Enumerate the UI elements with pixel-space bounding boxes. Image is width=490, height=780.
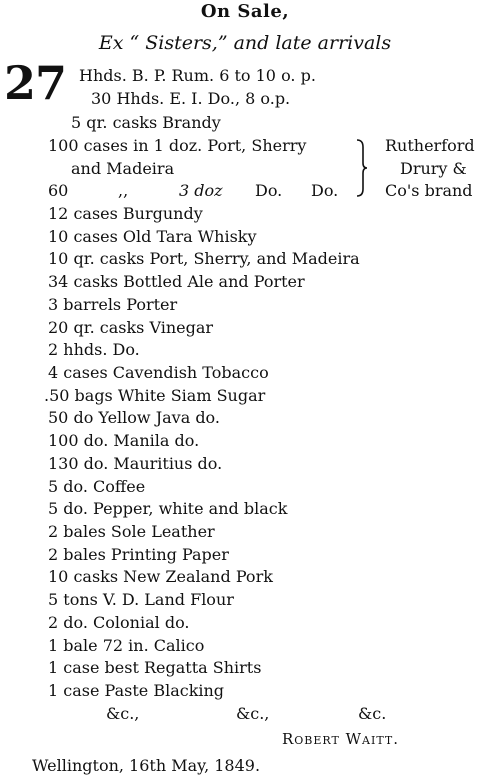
dateline: Wellington, 16th May, 1849. xyxy=(32,756,261,775)
item-line: 1 case best Regatta Shirts xyxy=(48,658,262,677)
item-line: 2 bales Sole Leather xyxy=(48,522,215,541)
item-line: 30 Hhds. E. I. Do., 8 o.p. xyxy=(91,89,291,108)
advertiser-signature: Robert Waitt. xyxy=(282,730,399,748)
item-line: 2 do. Colonial do. xyxy=(48,613,190,632)
brand-line: Co's brand xyxy=(385,181,473,200)
ditto-mark: ,, xyxy=(118,181,129,200)
item-line: 50 do Yellow Java do. xyxy=(48,408,220,427)
item-line: 5 do. Pepper, white and black xyxy=(48,499,288,518)
item-line: 4 cases Cavendish Tobacco xyxy=(48,363,269,382)
item-line: 34 casks Bottled Ale and Porter xyxy=(48,272,305,291)
item-line: .50 bags White Siam Sugar xyxy=(44,386,266,405)
quantity-drop-numeral: 27 xyxy=(4,56,67,110)
item-line: 5 tons V. D. Land Flour xyxy=(48,590,234,609)
item-line: 12 cases Burgundy xyxy=(48,204,203,223)
etcetera: &c. xyxy=(358,704,387,723)
item-line: 130 do. Mauritius do. xyxy=(48,454,223,473)
etcetera: &c., xyxy=(106,704,140,723)
item-line: 3 barrels Porter xyxy=(48,295,178,314)
item-line: 20 qr. casks Vinegar xyxy=(48,318,214,337)
item-line: 10 qr. casks Port, Sherry, and Madeira xyxy=(48,249,360,268)
item-line: 10 cases Old Tara Whisky xyxy=(48,227,257,246)
brand-line: Drury & xyxy=(400,159,467,178)
item-quantity: 3 doz xyxy=(179,181,223,200)
item-quantity: 60 xyxy=(48,181,69,200)
item-line: 2 hhds. Do. xyxy=(48,340,140,359)
item-line: 5 do. Coffee xyxy=(48,477,146,496)
brace-icon xyxy=(356,139,368,197)
brand-line: Rutherford xyxy=(385,136,475,155)
item-line: 100 cases in 1 doz. Port, Sherry xyxy=(48,136,307,155)
ditto-text: Do. xyxy=(311,181,339,200)
etcetera: &c., xyxy=(236,704,270,723)
ad-heading: On Sale, xyxy=(200,1,290,22)
item-line: 1 bale 72 in. Calico xyxy=(48,636,205,655)
item-line: 2 bales Printing Paper xyxy=(48,545,229,564)
ad-subheading: Ex “ Sisters,” and late arrivals xyxy=(98,32,392,54)
item-line: and Madeira xyxy=(71,159,175,178)
ditto-text: Do. xyxy=(255,181,283,200)
item-line: 5 qr. casks Brandy xyxy=(71,113,221,132)
item-line: 10 casks New Zealand Pork xyxy=(48,567,273,586)
item-line: 100 do. Manila do. xyxy=(48,431,200,450)
item-line: Hhds. B. P. Rum. 6 to 10 o. p. xyxy=(79,66,316,85)
item-line: 1 case Paste Blacking xyxy=(48,681,225,700)
